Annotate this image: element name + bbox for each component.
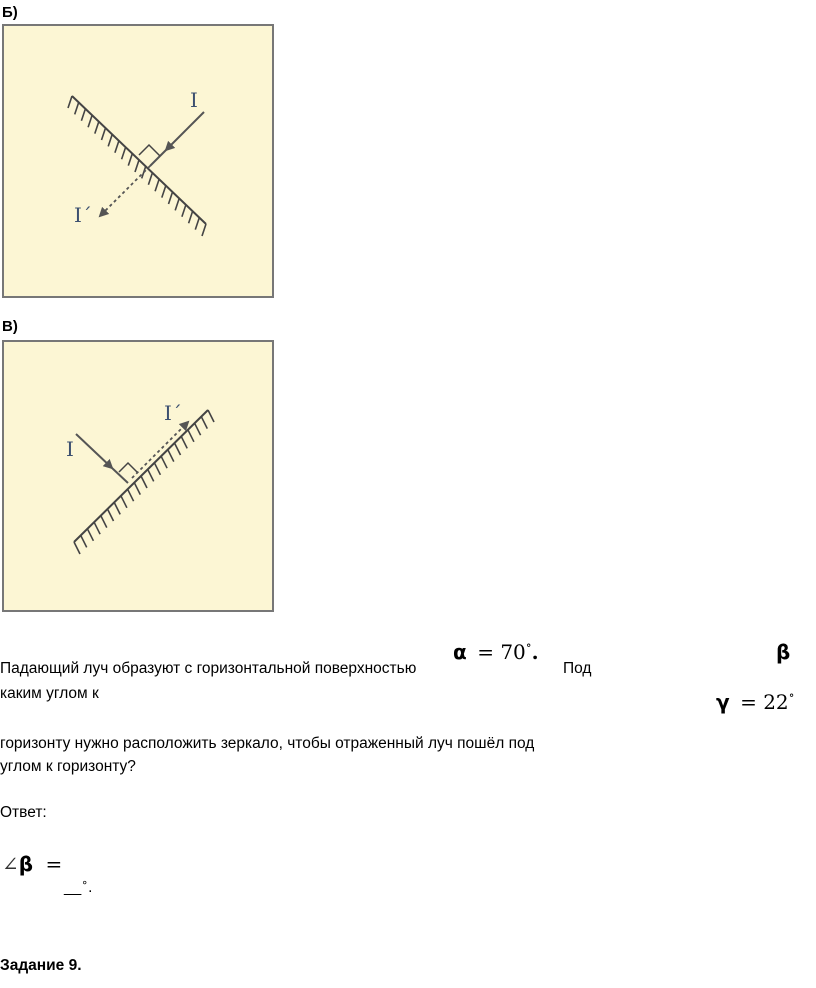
hatch-stroke bbox=[195, 423, 201, 435]
mirror-hatching bbox=[74, 410, 214, 554]
hatch-stroke bbox=[74, 542, 80, 554]
hatch-stroke bbox=[161, 456, 167, 468]
hatch-stroke bbox=[108, 509, 114, 521]
degree-symbol: ∘ bbox=[788, 688, 795, 702]
problem-line-2: каким углом к bbox=[0, 685, 99, 702]
hatch-stroke bbox=[162, 186, 166, 198]
hatch-stroke bbox=[81, 535, 87, 547]
right-angle-mark bbox=[119, 463, 137, 472]
answer-blank-line[interactable]: __ bbox=[64, 879, 82, 897]
hatch-stroke bbox=[128, 489, 134, 501]
incident-ray bbox=[166, 112, 204, 150]
equals-sign: = bbox=[45, 852, 63, 876]
answer-blank[interactable] bbox=[64, 872, 92, 899]
degree-symbol: ∘ bbox=[525, 638, 532, 652]
hatch-stroke bbox=[81, 109, 85, 121]
answer-label: Ответ: bbox=[0, 804, 47, 821]
mirror-diagram-b bbox=[4, 26, 276, 300]
answer-expression bbox=[2, 852, 62, 876]
reflected-label: I´ bbox=[164, 401, 182, 425]
reflected-label: I´ bbox=[74, 203, 92, 227]
alpha-expression bbox=[453, 638, 539, 664]
figure-v-panel bbox=[2, 340, 274, 612]
reflected-ray bbox=[132, 422, 188, 478]
incident-ray bbox=[76, 434, 112, 468]
gamma-symbol: γ bbox=[716, 690, 730, 714]
angle-symbol: ∠ bbox=[2, 852, 19, 876]
hatch-stroke bbox=[95, 122, 99, 134]
mirror-diagram-v bbox=[4, 342, 276, 614]
problem-pod: Под bbox=[563, 660, 592, 677]
hatch-stroke bbox=[134, 483, 140, 495]
hatch-stroke bbox=[189, 211, 193, 223]
degree-symbol: ∘ bbox=[81, 877, 89, 889]
hatch-stroke bbox=[122, 147, 126, 159]
hatch-stroke bbox=[188, 430, 194, 442]
alpha-symbol: α bbox=[453, 640, 467, 664]
problem-line-3: горизонту нужно расположить зеркало, чтобы отраженный луч пошёл под bbox=[0, 735, 535, 752]
hatch-stroke bbox=[148, 173, 152, 185]
hatch-stroke bbox=[148, 469, 154, 481]
problem-line-4: углом к горизонту? bbox=[0, 758, 136, 775]
right-angle-mark bbox=[139, 145, 160, 156]
hatch-stroke bbox=[114, 502, 120, 514]
hatch-stroke bbox=[168, 450, 174, 462]
hatch-stroke bbox=[68, 96, 72, 108]
alpha-value: = 70 bbox=[477, 640, 526, 664]
gamma-value: = 22 bbox=[740, 690, 789, 714]
incident-label: I bbox=[66, 437, 74, 461]
figure-b-panel bbox=[2, 24, 274, 298]
hatch-stroke bbox=[175, 198, 179, 210]
hatch-stroke bbox=[75, 102, 79, 114]
hatch-stroke bbox=[169, 192, 173, 204]
hatch-stroke bbox=[195, 218, 199, 230]
beta-symbol: β bbox=[18, 852, 34, 876]
hatch-stroke bbox=[108, 134, 112, 146]
figure-b-label: Б) bbox=[2, 4, 18, 21]
hatch-stroke bbox=[154, 463, 160, 475]
hatch-stroke bbox=[101, 516, 107, 528]
beta-symbol: β bbox=[776, 640, 791, 664]
answer-period: . bbox=[88, 879, 93, 897]
gamma-expression bbox=[716, 688, 795, 714]
figure-v-label: В) bbox=[2, 318, 18, 335]
hatch-stroke bbox=[141, 476, 147, 488]
hatch-stroke bbox=[155, 179, 159, 191]
hatch-stroke bbox=[128, 154, 132, 166]
hatch-stroke bbox=[182, 205, 186, 217]
hatch-stroke bbox=[87, 529, 93, 541]
hatch-stroke bbox=[88, 115, 92, 127]
hatch-stroke bbox=[181, 436, 187, 448]
hatch-stroke bbox=[102, 128, 106, 140]
problem-line-1: Падающий луч образуют с горизонтальной поверхностью bbox=[0, 660, 417, 677]
hatch-stroke bbox=[208, 410, 214, 422]
hatch-stroke bbox=[202, 224, 206, 236]
alpha-period: . bbox=[531, 640, 539, 664]
hatch-stroke bbox=[135, 160, 139, 172]
hatch-stroke bbox=[121, 496, 127, 508]
hatch-stroke bbox=[201, 417, 207, 429]
hatch-stroke bbox=[94, 522, 100, 534]
hatch-stroke bbox=[175, 443, 181, 455]
incident-label: I bbox=[190, 88, 198, 112]
next-task-heading: Задание 9. bbox=[0, 957, 82, 974]
hatch-stroke bbox=[115, 141, 119, 153]
